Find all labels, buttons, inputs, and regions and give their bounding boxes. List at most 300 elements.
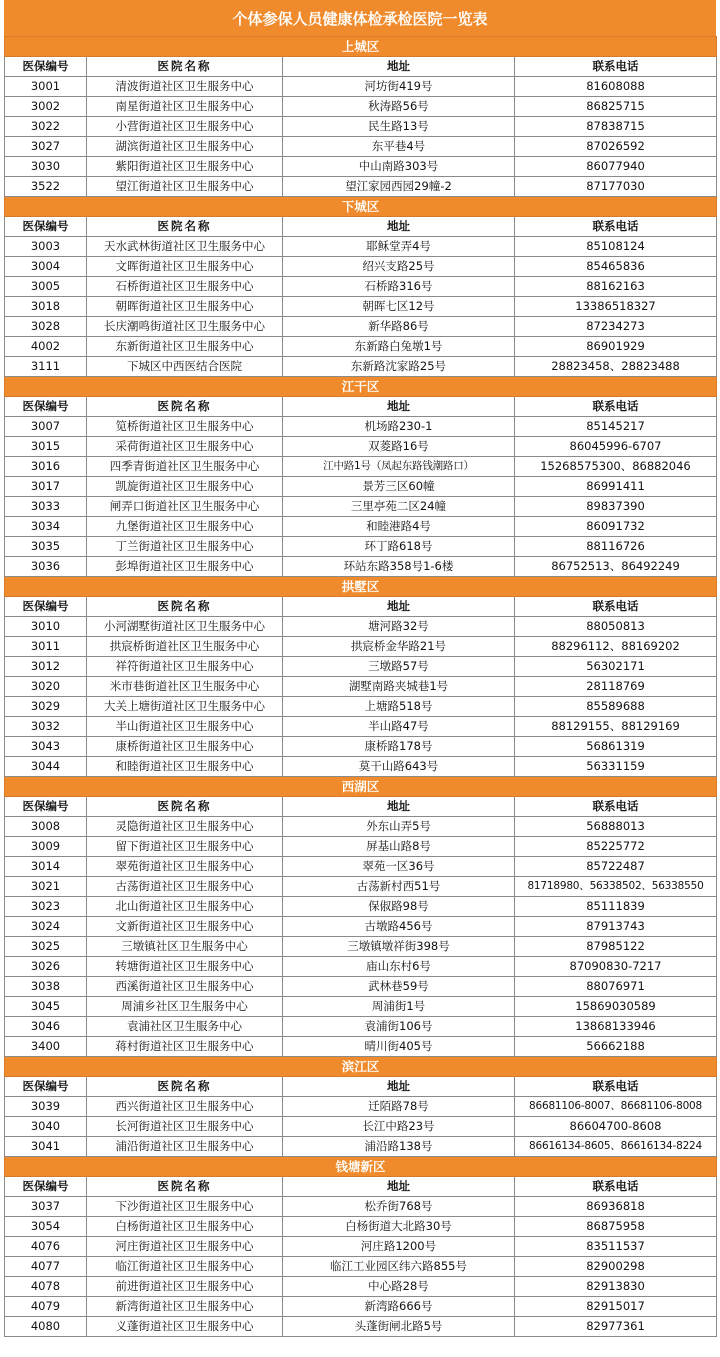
insurance-code-cell: 3004: [5, 257, 87, 277]
table-row: [5, 1297, 717, 1317]
district-row: [5, 37, 717, 57]
phone-cell: 15869030589: [515, 997, 717, 1017]
table-row: [5, 977, 717, 997]
district-name: 钱塘新区: [5, 1157, 717, 1177]
address-cell: 东新路白兔墩1号: [283, 337, 515, 357]
district-row: [5, 377, 717, 397]
address-cell: 拱宸桥金华路21号: [283, 637, 515, 657]
insurance-code-cell: 3111: [5, 357, 87, 377]
table-row: [5, 1197, 717, 1217]
phone-cell: 82915017: [515, 1297, 717, 1317]
hospital-name-cell: 米市巷街道社区卫生服务中心: [87, 677, 283, 697]
phone-cell: 86936818: [515, 1197, 717, 1217]
hospital-name-cell: 采荷街道社区卫生服务中心: [87, 437, 283, 457]
insurance-code-cell: 4076: [5, 1237, 87, 1257]
hospital-name-cell: 蒋村街道社区卫生服务中心: [87, 1037, 283, 1057]
address-cell: 武林巷59号: [283, 977, 515, 997]
address-cell: 头蓬街闸北路5号: [283, 1317, 515, 1337]
district-row: [5, 1057, 717, 1077]
address-cell: 半山路47号: [283, 717, 515, 737]
phone-cell: 86077940: [515, 157, 717, 177]
table-row: [5, 757, 717, 777]
address-cell: 袁浦街106号: [283, 1017, 515, 1037]
hospital-name-cell: 临江街道社区卫生服务中心: [87, 1257, 283, 1277]
hospital-name-cell: 小河湖墅街道社区卫生服务中心: [87, 617, 283, 637]
table-row: [5, 457, 717, 477]
hospital-name-cell: 河庄街道社区卫生服务中心: [87, 1237, 283, 1257]
hospital-table-body: [5, 37, 717, 1337]
insurance-code-cell: 3018: [5, 297, 87, 317]
header-address: 地址: [283, 397, 515, 417]
table-row: [5, 837, 717, 857]
address-cell: 机场路230-1: [283, 417, 515, 437]
address-cell: 古荡新村西51号: [283, 877, 515, 897]
insurance-code-cell: 3029: [5, 697, 87, 717]
header-phone: 联系电话: [515, 397, 717, 417]
hospital-name-cell: 西兴街道社区卫生服务中心: [87, 1097, 283, 1117]
insurance-code-cell: 3027: [5, 137, 87, 157]
insurance-code-cell: 3021: [5, 877, 87, 897]
phone-cell: 56888013: [515, 817, 717, 837]
address-cell: 东新路沈家路25号: [283, 357, 515, 377]
insurance-code-cell: 3024: [5, 917, 87, 937]
phone-cell: 85111839: [515, 897, 717, 917]
insurance-code-cell: 3022: [5, 117, 87, 137]
address-cell: 耶稣堂弄4号: [283, 237, 515, 257]
hospital-name-cell: 袁浦社区卫生服务中心: [87, 1017, 283, 1037]
address-cell: 环丁路618号: [283, 537, 515, 557]
hospital-name-cell: 笕桥街道社区卫生服务中心: [87, 417, 283, 437]
hospital-name-cell: 半山街道社区卫生服务中心: [87, 717, 283, 737]
table-row: [5, 937, 717, 957]
table-row: [5, 537, 717, 557]
insurance-code-cell: 3010: [5, 617, 87, 637]
address-cell: 和睦港路4号: [283, 517, 515, 537]
hospital-name-cell: 石桥街道社区卫生服务中心: [87, 277, 283, 297]
phone-cell: 56662188: [515, 1037, 717, 1057]
header-hospital-name: 医院名称: [87, 797, 283, 817]
phone-cell: 82977361: [515, 1317, 717, 1337]
hospital-name-cell: 长庆潮鸣街道社区卫生服务中心: [87, 317, 283, 337]
district-name: 拱墅区: [5, 577, 717, 597]
table-row: [5, 77, 717, 97]
hospital-name-cell: 前进街道社区卫生服务中心: [87, 1277, 283, 1297]
insurance-code-cell: 4002: [5, 337, 87, 357]
table-row: [5, 697, 717, 717]
phone-cell: 88162163: [515, 277, 717, 297]
district-row: [5, 197, 717, 217]
insurance-code-cell: 3400: [5, 1037, 87, 1057]
address-cell: 莫干山路643号: [283, 757, 515, 777]
hospital-name-cell: 长河街道社区卫生服务中心: [87, 1117, 283, 1137]
address-cell: 周浦街1号: [283, 997, 515, 1017]
address-cell: 环站东路358号1-6楼: [283, 557, 515, 577]
header-phone: 联系电话: [515, 1077, 717, 1097]
insurance-code-cell: 3017: [5, 477, 87, 497]
table-row: [5, 437, 717, 457]
phone-cell: 85145217: [515, 417, 717, 437]
table-row: [5, 557, 717, 577]
address-cell: 塘河路32号: [283, 617, 515, 637]
column-header-row: [5, 1177, 717, 1197]
insurance-code-cell: 3045: [5, 997, 87, 1017]
table-row: [5, 1137, 717, 1157]
header-insurance-code: 医保编号: [5, 57, 87, 77]
insurance-code-cell: 3023: [5, 897, 87, 917]
address-cell: 江中路1号（凤起东路钱潮路口）: [283, 457, 515, 477]
phone-cell: 86045996-6707: [515, 437, 717, 457]
phone-cell: 87234273: [515, 317, 717, 337]
phone-cell: 86681106-8007、86681106-8008: [515, 1097, 717, 1117]
table-row: [5, 1037, 717, 1057]
table-row: [5, 137, 717, 157]
hospital-name-cell: 大关上塘街道社区卫生服务中心: [87, 697, 283, 717]
district-row: [5, 1157, 717, 1177]
hospital-name-cell: 文新街道社区卫生服务中心: [87, 917, 283, 937]
header-phone: 联系电话: [515, 217, 717, 237]
insurance-code-cell: 4080: [5, 1317, 87, 1337]
phone-cell: 88129155、88129169: [515, 717, 717, 737]
phone-cell: 86604700-8608: [515, 1117, 717, 1137]
phone-cell: 87090830-7217: [515, 957, 717, 977]
header-address: 地址: [283, 1177, 515, 1197]
hospital-name-cell: 东新街道社区卫生服务中心: [87, 337, 283, 357]
phone-cell: 86616134-8605、86616134-8224: [515, 1137, 717, 1157]
address-cell: 晴川街405号: [283, 1037, 515, 1057]
phone-cell: 82913830: [515, 1277, 717, 1297]
column-header-row: [5, 597, 717, 617]
phone-cell: 87985122: [515, 937, 717, 957]
table-row: [5, 177, 717, 197]
insurance-code-cell: 3028: [5, 317, 87, 337]
table-row: [5, 617, 717, 637]
hospital-name-cell: 义蓬街道社区卫生服务中心: [87, 1317, 283, 1337]
phone-cell: 85225772: [515, 837, 717, 857]
district-name: 下城区: [5, 197, 717, 217]
address-cell: 屏基山路8号: [283, 837, 515, 857]
table-row: [5, 1017, 717, 1037]
hospital-name-cell: 三墩镇社区卫生服务中心: [87, 937, 283, 957]
address-cell: 松乔街768号: [283, 1197, 515, 1217]
address-cell: 康桥路178号: [283, 737, 515, 757]
phone-cell: 85722487: [515, 857, 717, 877]
insurance-code-cell: 3037: [5, 1197, 87, 1217]
insurance-code-cell: 4077: [5, 1257, 87, 1277]
phone-cell: 82900298: [515, 1257, 717, 1277]
insurance-code-cell: 3034: [5, 517, 87, 537]
hospital-name-cell: 四季青街道社区卫生服务中心: [87, 457, 283, 477]
phone-cell: 85589688: [515, 697, 717, 717]
phone-cell: 13386518327: [515, 297, 717, 317]
phone-cell: 88076971: [515, 977, 717, 997]
phone-cell: 86091732: [515, 517, 717, 537]
header-address: 地址: [283, 217, 515, 237]
column-header-row: [5, 57, 717, 77]
district-row: [5, 577, 717, 597]
address-cell: 翠苑一区36号: [283, 857, 515, 877]
hospital-name-cell: 转塘街道社区卫生服务中心: [87, 957, 283, 977]
hospital-name-cell: 康桥街道社区卫生服务中心: [87, 737, 283, 757]
insurance-code-cell: 3025: [5, 937, 87, 957]
hospital-name-cell: 白杨街道社区卫生服务中心: [87, 1217, 283, 1237]
phone-cell: 56331159: [515, 757, 717, 777]
phone-cell: 83511537: [515, 1237, 717, 1257]
phone-cell: 15268575300、86882046: [515, 457, 717, 477]
phone-cell: 56302171: [515, 657, 717, 677]
phone-cell: 86825715: [515, 97, 717, 117]
header-hospital-name: 医院名称: [87, 597, 283, 617]
hospital-name-cell: 闸弄口街道社区卫生服务中心: [87, 497, 283, 517]
address-cell: 新湾路666号: [283, 1297, 515, 1317]
insurance-code-cell: 3032: [5, 717, 87, 737]
hospital-name-cell: 灵隐街道社区卫生服务中心: [87, 817, 283, 837]
phone-cell: 86991411: [515, 477, 717, 497]
hospital-name-cell: 凯旋街道社区卫生服务中心: [87, 477, 283, 497]
phone-cell: 85108124: [515, 237, 717, 257]
table-row: [5, 1097, 717, 1117]
hospital-name-cell: 湖滨街道社区卫生服务中心: [87, 137, 283, 157]
hospital-name-cell: 下沙街道社区卫生服务中心: [87, 1197, 283, 1217]
insurance-code-cell: 3026: [5, 957, 87, 977]
header-hospital-name: 医院名称: [87, 57, 283, 77]
table-row: [5, 1217, 717, 1237]
table-row: [5, 277, 717, 297]
hospital-name-cell: 浦沿街道社区卫生服务中心: [87, 1137, 283, 1157]
address-cell: 景芳三区60幢: [283, 477, 515, 497]
table-row: [5, 917, 717, 937]
address-cell: 保俶路98号: [283, 897, 515, 917]
address-cell: 长江中路23号: [283, 1117, 515, 1137]
header-insurance-code: 医保编号: [5, 597, 87, 617]
district-name: 上城区: [5, 37, 717, 57]
hospital-name-cell: 翠苑街道社区卫生服务中心: [87, 857, 283, 877]
header-address: 地址: [283, 57, 515, 77]
column-header-row: [5, 397, 717, 417]
table-row: [5, 477, 717, 497]
address-cell: 河庄路1200号: [283, 1237, 515, 1257]
address-cell: 三里亭苑二区24幢: [283, 497, 515, 517]
phone-cell: 86875958: [515, 1217, 717, 1237]
insurance-code-cell: 3041: [5, 1137, 87, 1157]
phone-cell: 81608088: [515, 77, 717, 97]
page-title: 个体参保人员健康体检承检医院一览表: [4, 0, 716, 36]
hospital-name-cell: 文晖街道社区卫生服务中心: [87, 257, 283, 277]
phone-cell: 56861319: [515, 737, 717, 757]
insurance-code-cell: 3043: [5, 737, 87, 757]
address-cell: 临江工业园区纬六路855号: [283, 1257, 515, 1277]
table-row: [5, 737, 717, 757]
district-name: 滨江区: [5, 1057, 717, 1077]
insurance-code-cell: 3002: [5, 97, 87, 117]
table-row: [5, 1257, 717, 1277]
insurance-code-cell: 3003: [5, 237, 87, 257]
address-cell: 浦沿路138号: [283, 1137, 515, 1157]
header-phone: 联系电话: [515, 1177, 717, 1197]
insurance-code-cell: 3005: [5, 277, 87, 297]
address-cell: 石桥路316号: [283, 277, 515, 297]
insurance-code-cell: 4078: [5, 1277, 87, 1297]
address-cell: 民生路13号: [283, 117, 515, 137]
insurance-code-cell: 3016: [5, 457, 87, 477]
table-row: [5, 257, 717, 277]
address-cell: 白杨街道大北路30号: [283, 1217, 515, 1237]
header-phone: 联系电话: [515, 797, 717, 817]
hospital-name-cell: 北山街道社区卫生服务中心: [87, 897, 283, 917]
header-hospital-name: 医院名称: [87, 217, 283, 237]
table-row: [5, 357, 717, 377]
table-row: [5, 717, 717, 737]
hospital-name-cell: 丁兰街道社区卫生服务中心: [87, 537, 283, 557]
insurance-code-cell: 3009: [5, 837, 87, 857]
table-row: [5, 237, 717, 257]
address-cell: 上塘路518号: [283, 697, 515, 717]
address-cell: 三墩路57号: [283, 657, 515, 677]
header-insurance-code: 医保编号: [5, 397, 87, 417]
header-phone: 联系电话: [515, 597, 717, 617]
header-hospital-name: 医院名称: [87, 1077, 283, 1097]
insurance-code-cell: 3035: [5, 537, 87, 557]
insurance-code-cell: 3036: [5, 557, 87, 577]
address-cell: 庙山东村6号: [283, 957, 515, 977]
phone-cell: 13868133946: [515, 1017, 717, 1037]
insurance-code-cell: 3011: [5, 637, 87, 657]
hospital-name-cell: 拱宸桥街道社区卫生服务中心: [87, 637, 283, 657]
hospital-list-sheet: [4, 0, 716, 1337]
address-cell: 迁陌路78号: [283, 1097, 515, 1117]
insurance-code-cell: 3001: [5, 77, 87, 97]
insurance-code-cell: 3014: [5, 857, 87, 877]
table-row: [5, 417, 717, 437]
header-address: 地址: [283, 797, 515, 817]
address-cell: 绍兴支路25号: [283, 257, 515, 277]
table-row: [5, 497, 717, 517]
column-header-row: [5, 217, 717, 237]
header-insurance-code: 医保编号: [5, 1177, 87, 1197]
insurance-code-cell: 3030: [5, 157, 87, 177]
column-header-row: [5, 1077, 717, 1097]
hospital-name-cell: 西溪街道社区卫生服务中心: [87, 977, 283, 997]
phone-cell: 85465836: [515, 257, 717, 277]
hospital-name-cell: 九堡街道社区卫生服务中心: [87, 517, 283, 537]
table-row: [5, 877, 717, 897]
insurance-code-cell: 3040: [5, 1117, 87, 1137]
insurance-code-cell: 3046: [5, 1017, 87, 1037]
hospital-name-cell: 周浦乡社区卫生服务中心: [87, 997, 283, 1017]
hospital-name-cell: 紫阳街道社区卫生服务中心: [87, 157, 283, 177]
hospital-name-cell: 彭埠街道社区卫生服务中心: [87, 557, 283, 577]
district-name: 江干区: [5, 377, 717, 397]
table-row: [5, 957, 717, 977]
phone-cell: 86752513、86492249: [515, 557, 717, 577]
table-row: [5, 517, 717, 537]
header-hospital-name: 医院名称: [87, 397, 283, 417]
address-cell: 朝晖七区12号: [283, 297, 515, 317]
table-row: [5, 657, 717, 677]
address-cell: 中山南路303号: [283, 157, 515, 177]
hospital-name-cell: 南星街道社区卫生服务中心: [87, 97, 283, 117]
address-cell: 三墩镇墩祥街398号: [283, 937, 515, 957]
phone-cell: 87026592: [515, 137, 717, 157]
phone-cell: 88116726: [515, 537, 717, 557]
insurance-code-cell: 3007: [5, 417, 87, 437]
insurance-code-cell: 3044: [5, 757, 87, 777]
header-address: 地址: [283, 1077, 515, 1097]
table-row: [5, 897, 717, 917]
hospital-name-cell: 天水武林街道社区卫生服务中心: [87, 237, 283, 257]
table-row: [5, 857, 717, 877]
hospital-name-cell: 留下街道社区卫生服务中心: [87, 837, 283, 857]
insurance-code-cell: 4079: [5, 1297, 87, 1317]
table-row: [5, 677, 717, 697]
hospital-name-cell: 新湾街道社区卫生服务中心: [87, 1297, 283, 1317]
table-row: [5, 817, 717, 837]
phone-cell: 81718980、56338502、56338550: [515, 877, 717, 897]
table-row: [5, 117, 717, 137]
table-row: [5, 997, 717, 1017]
address-cell: 外东山弄5号: [283, 817, 515, 837]
hospital-table: [4, 36, 717, 1337]
phone-cell: 87913743: [515, 917, 717, 937]
phone-cell: 28823458、28823488: [515, 357, 717, 377]
hospital-name-cell: 朝晖街道社区卫生服务中心: [87, 297, 283, 317]
phone-cell: 87177030: [515, 177, 717, 197]
table-row: [5, 1317, 717, 1337]
table-row: [5, 297, 717, 317]
hospital-name-cell: 下城区中西医结合医院: [87, 357, 283, 377]
insurance-code-cell: 3039: [5, 1097, 87, 1117]
header-insurance-code: 医保编号: [5, 217, 87, 237]
address-cell: 新华路86号: [283, 317, 515, 337]
table-row: [5, 337, 717, 357]
hospital-name-cell: 祥符街道社区卫生服务中心: [87, 657, 283, 677]
address-cell: 双菱路16号: [283, 437, 515, 457]
address-cell: 东平巷4号: [283, 137, 515, 157]
district-name: 西湖区: [5, 777, 717, 797]
insurance-code-cell: 3008: [5, 817, 87, 837]
table-row: [5, 97, 717, 117]
address-cell: 秋涛路56号: [283, 97, 515, 117]
insurance-code-cell: 3015: [5, 437, 87, 457]
phone-cell: 88296112、88169202: [515, 637, 717, 657]
insurance-code-cell: 3038: [5, 977, 87, 997]
header-address: 地址: [283, 597, 515, 617]
address-cell: 望江家园西园29幢-2: [283, 177, 515, 197]
header-hospital-name: 医院名称: [87, 1177, 283, 1197]
table-row: [5, 1117, 717, 1137]
table-row: [5, 1237, 717, 1257]
phone-cell: 86901929: [515, 337, 717, 357]
table-row: [5, 637, 717, 657]
phone-cell: 28118769: [515, 677, 717, 697]
phone-cell: 89837390: [515, 497, 717, 517]
insurance-code-cell: 3033: [5, 497, 87, 517]
insurance-code-cell: 3054: [5, 1217, 87, 1237]
table-row: [5, 317, 717, 337]
table-row: [5, 1277, 717, 1297]
hospital-name-cell: 和睦街道社区卫生服务中心: [87, 757, 283, 777]
column-header-row: [5, 797, 717, 817]
district-row: [5, 777, 717, 797]
hospital-name-cell: 小营街道社区卫生服务中心: [87, 117, 283, 137]
insurance-code-cell: 3012: [5, 657, 87, 677]
table-row: [5, 157, 717, 177]
header-phone: 联系电话: [515, 57, 717, 77]
hospital-name-cell: 古荡街道社区卫生服务中心: [87, 877, 283, 897]
phone-cell: 87838715: [515, 117, 717, 137]
address-cell: 中心路28号: [283, 1277, 515, 1297]
header-insurance-code: 医保编号: [5, 797, 87, 817]
address-cell: 古墩路456号: [283, 917, 515, 937]
